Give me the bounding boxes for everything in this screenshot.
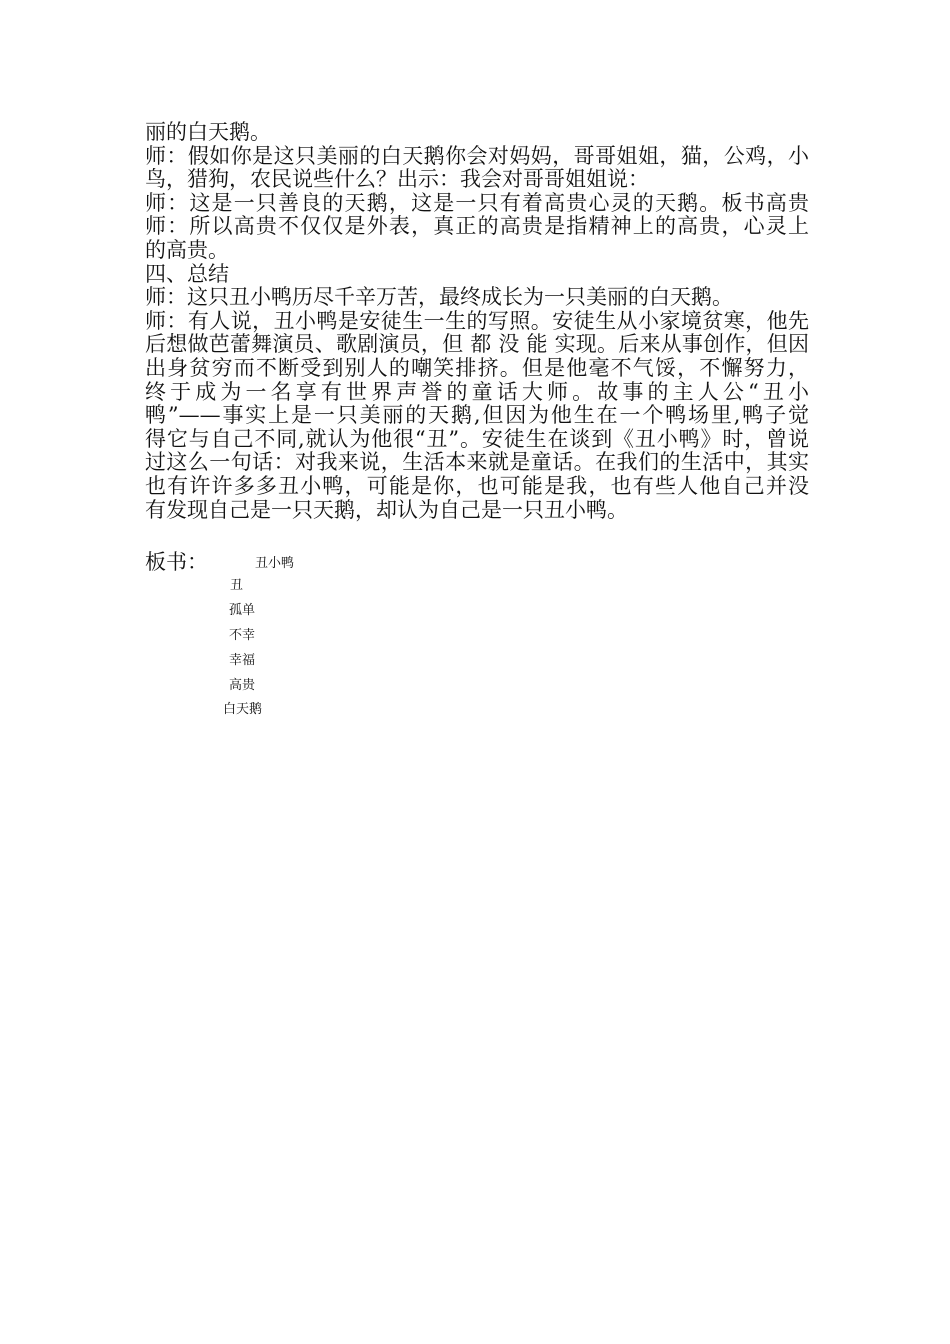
text-line-1: 丽的白天鹅。 [145, 121, 271, 144]
document-body [145, 121, 809, 522]
board-label: 板书： [145, 550, 208, 574]
text-line-15: 过这么一句话：对我来说，生活本来就是童话。在我们的生活中，其实 [145, 451, 809, 475]
text-line-16: 也有许许多多丑小鸭，可能是你，也可能是我，也有些人他自己并没 [145, 474, 809, 498]
board-item-unfortunate: 不幸 [229, 628, 256, 643]
board-item-noble: 高贵 [229, 678, 256, 693]
text-line-13: 鸭”——事实上是一只美丽的天鹅,但因为他生在一个鸭场里,鸭子觉 [145, 404, 809, 428]
section-heading-summary: 四、总结 [145, 262, 229, 286]
text-line-3: 鸟，猎狗，农民说些什么？出示：我会对哥哥姐姐说： [145, 168, 649, 192]
text-line-17: 有发现自己是一只天鹅，却认为自己是一只丑小鸭。 [145, 498, 628, 522]
board-item-ugly: 丑 [230, 578, 244, 593]
text-line-2: 师：假如你是这只美丽的白天鹅你会对妈妈，哥哥姐姐，猫，公鸡，小 [145, 144, 809, 168]
text-line-9: 师：有人说，丑小鸭是安徒生一生的写照。安徒生从小家境贫寒，他先 [145, 309, 809, 333]
text-line-6: 的高贵。 [145, 238, 229, 262]
text-line-4: 师：这是一只善良的天鹅，这是一只有着高贵心灵的天鹅。板书高贵 [145, 191, 809, 215]
text-line-12: 终于成为一名享有世界声誉的童话大师。故事的主人公“丑小 [145, 380, 809, 404]
text-line-8: 师：这只丑小鸭历尽千辛万苦，最终成长为一只美丽的白天鹅。 [145, 286, 733, 310]
board-item-white-swan: 白天鹅 [223, 702, 263, 717]
board-item-ugly-duckling: 丑小鸭 [255, 556, 295, 571]
board-item-happiness: 幸福 [229, 653, 256, 668]
board-item-lonely: 孤单 [229, 603, 256, 618]
text-line-11: 出身贫穷而不断受到别人的嘲笑排挤。但是他毫不气馁，不懈努力， [145, 356, 809, 380]
text-line-10: 后想做芭蕾舞演员、歌剧演员，但 都 没 能 实现。后来从事创作，但因 [145, 333, 809, 357]
text-line-14: 得它与自己不同,就认为他很“丑”。安徒生在谈到《丑小鸭》时，曾说 [145, 427, 809, 451]
text-line-5: 师：所以高贵不仅仅是外表，真正的高贵是指精神上的高贵，心灵上 [145, 215, 809, 239]
